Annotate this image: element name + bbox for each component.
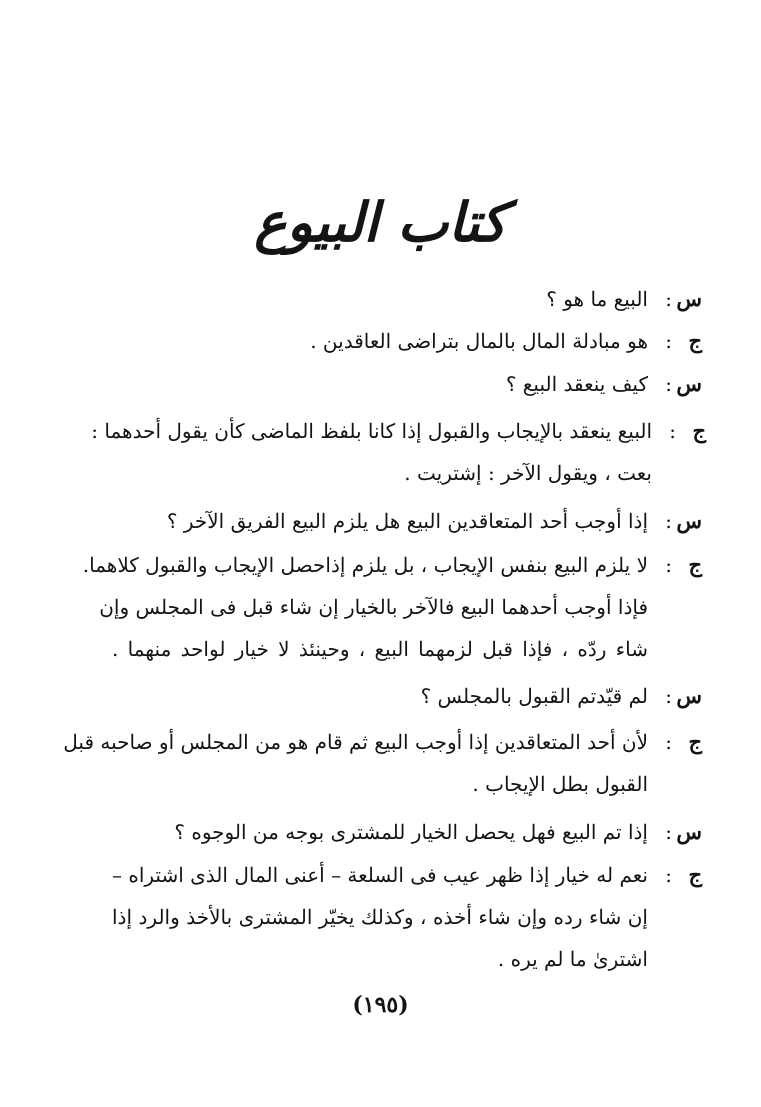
answer-marker: ج: [688, 328, 702, 353]
colon: :: [665, 287, 672, 311]
question-marker: س: [676, 819, 702, 844]
colon: :: [669, 419, 676, 443]
entry-line: كيف ينعقد البيع ؟: [505, 372, 648, 396]
entry-line: شاء ردّه ، فإذا قبل لزمهما البيع ، وحينئذ لا خيار لواحد منهما .: [112, 637, 648, 661]
entry-line: فإذا أوجب أحدهما البيع فالآخر بالخيار إن شاء قبل فى المجلس وإن: [99, 595, 648, 619]
entry-line: لأن أحد المتعاقدين إذا أوجب البيع ثم قام هو من المجلس أو صاحبه قبل: [63, 730, 648, 754]
colon: :: [665, 553, 672, 577]
colon: :: [665, 509, 672, 533]
question-marker: س: [676, 371, 702, 396]
qa-entry-answer: [112, 322, 702, 360]
qa-entry-question: [112, 677, 702, 715]
answer-marker: ج: [688, 552, 702, 577]
colon: :: [665, 863, 672, 887]
question-marker: س: [676, 508, 702, 533]
entry-line: البيع ما هو ؟: [546, 287, 648, 311]
qa-entry-question: [112, 365, 702, 403]
colon: :: [665, 730, 672, 754]
entry-line: هو مبادلة المال بالمال بتراضى العاقدين .: [310, 329, 648, 353]
entry-line: لا يلزم البيع بنفس الإيجاب ، بل يلزم إذاحصل الإيجاب والقبول كلاهما.: [82, 553, 648, 577]
entry-line: البيع ينعقد بالإيجاب والقبول إذا كانا بلفظ الماضى كأن يقول أحدهما :: [91, 419, 652, 443]
qa-entry-answer: [91, 412, 706, 492]
entry-line: إذا تم البيع فهل يحصل الخيار للمشترى بوجه من الوجوه ؟: [174, 820, 648, 844]
entry-line: إذا أوجب أحد المتعاقدين البيع هل يلزم البيع الفريق الآخر ؟: [166, 509, 648, 533]
colon: :: [665, 820, 672, 844]
chapter-title: كتاب البيوع: [254, 190, 507, 254]
answer-marker: ج: [692, 418, 706, 443]
entry-line: إن شاء رده وإن شاء أخذه ، وكذلك يخيّر المشترى بالأخذ والرد إذا: [112, 905, 648, 929]
colon: :: [665, 372, 672, 396]
qa-entry-question: [112, 813, 702, 851]
qa-entry-question: [112, 502, 702, 540]
entry-line: لم قيّدتم القبول بالمجلس ؟: [420, 684, 648, 708]
answer-marker: ج: [688, 729, 702, 754]
colon: :: [665, 684, 672, 708]
question-marker: س: [676, 286, 702, 311]
entry-line: القبول بطل الإيجاب .: [472, 772, 648, 796]
answer-marker: ج: [688, 862, 702, 887]
page-number: (١٩٥): [352, 992, 409, 1018]
qa-entry-answer: [112, 856, 702, 980]
question-marker: س: [676, 683, 702, 708]
qa-entry-question: [112, 280, 702, 318]
qa-entry-answer: [82, 546, 702, 670]
entry-line: نعم له خيار إذا ظهر عيب فى السلعة – أعنى المال الذى اشتراه –: [112, 863, 648, 887]
colon: :: [665, 329, 672, 353]
entry-line: بعت ، ويقول الآخر : إشتريت .: [404, 461, 652, 485]
qa-entry-answer: [63, 723, 702, 803]
entry-line: اشترىٰ ما لم يره .: [497, 947, 648, 971]
